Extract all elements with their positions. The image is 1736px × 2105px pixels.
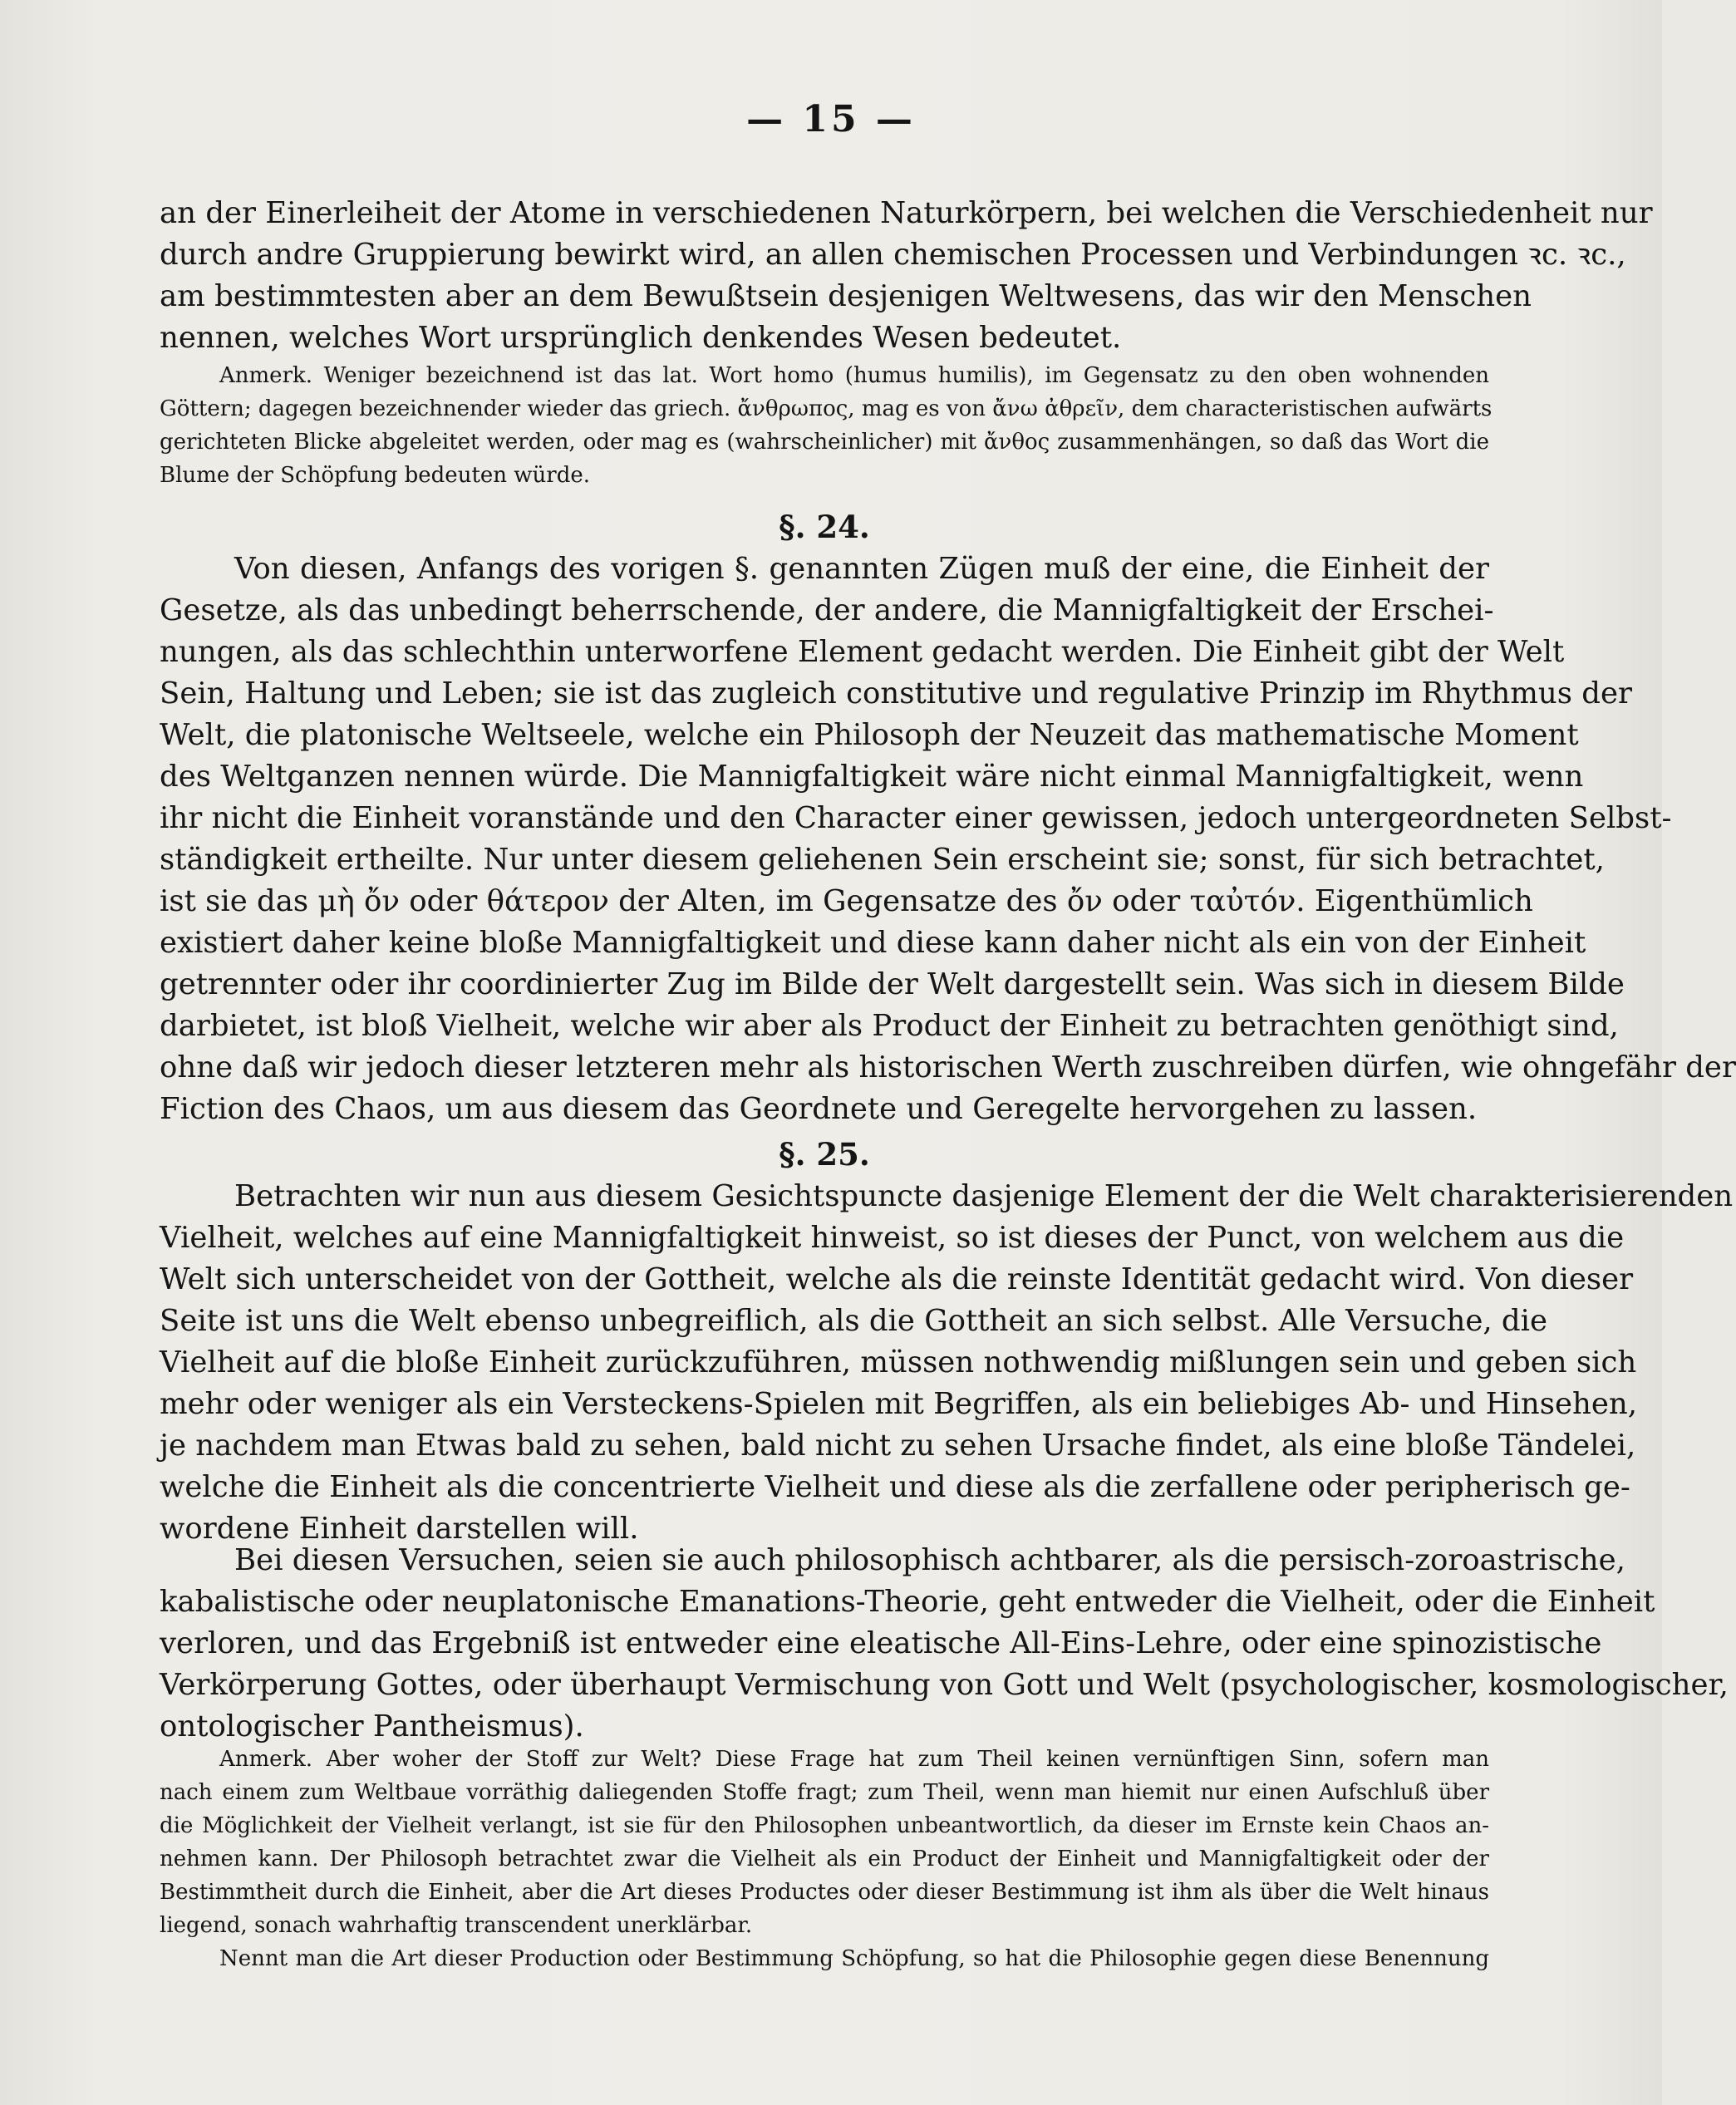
text-line: Welt sich unterscheidet von der Gottheit, welche als die reinste Identität gedacht wird. Von dieser: [160, 1262, 1634, 1296]
page-number: — 15 —: [746, 98, 916, 140]
text-line: getrennter oder ihr coordinierter Zug im Bilde der Welt dargestellt sein. Was sich in diesem Bilde: [160, 967, 1625, 1001]
text-line: Betrachten wir nun aus diesem Gesichtspuncte dasjenige Element der die Welt charakterisierenden: [234, 1179, 1734, 1213]
text-line: Gesetze, als das unbedingt beherrschende, der andere, die Mannigfaltigkeit der Erschei-: [160, 593, 1494, 627]
note-line: Anmerk. Aber woher der Stoff zur Welt? Diese Frage hat zum Theil keinen vernünftigen Sinn, sofern man: [219, 1747, 1489, 1772]
text-line: Fiction des Chaos, um aus diesem das Geordnete und Geregelte hervorgehen zu lassen.: [160, 1092, 1478, 1126]
text-line: je nachdem man Etwas bald zu sehen, bald nicht zu sehen Ursache findet, als eine bloße Tändelei,: [160, 1429, 1636, 1463]
note-line: gerichteten Blicke abgeleitet werden, oder mag es (wahrscheinlicher) mit ἄνθος zusammenhängen, so daß das Wort die: [160, 430, 1489, 455]
text-line: Seite ist uns die Welt ebenso unbegreiflich, als die Gottheit an sich selbst. Alle Versuche, die: [160, 1304, 1548, 1338]
text-line: Vielheit, welches auf eine Mannigfaltigkeit hinweist, so ist dieses der Punct, von welchem aus die: [160, 1221, 1625, 1255]
footnote-anmerk-1: [160, 359, 1493, 492]
text-line: Vielheit auf die bloße Einheit zurückzuführen, müssen nothwendig mißlungen sein und geben sich: [160, 1345, 1637, 1380]
text-line: kabalistische oder neuplatonische Emanations-Theorie, geht entweder die Vielheit, oder die Einheit: [160, 1585, 1655, 1619]
paragraph-section-24: [160, 548, 1736, 1130]
paragraph-section-25a: [160, 1176, 1734, 1550]
note-line: Göttern; dagegen bezeichnender wieder das griech. ἄνθρωπος, mag es von ἄνω ἀθρεῖν, dem characteristischen aufwärts: [160, 396, 1493, 421]
text-line: Von diesen, Anfangs des vorigen §. genannten Zügen muß der eine, die Einheit der: [234, 552, 1489, 586]
text-line: ohne daß wir jedoch dieser letzteren mehr als historischen Werth zuschreiben dürfen, wie ohngefähr der: [160, 1050, 1736, 1084]
text-line: wordene Einheit darstellen will.: [160, 1512, 639, 1546]
text-line: nungen, als das schlechthin unterworfene Element gedacht werden. Die Einheit gibt der Welt: [160, 635, 1565, 669]
note-line: Nennt man die Art dieser Production oder Bestimmung Schöpfung, so hat die Philosophie gegen diese Benennung: [219, 1946, 1489, 1971]
text-line: darbietet, ist bloß Vielheit, welche wir aber als Product der Einheit zu betrachten genöthigt sind,: [160, 1009, 1619, 1043]
text-line: am bestimmtesten aber an dem Bewußtsein desjenigen Weltwesens, das wir den Menschen: [160, 279, 1532, 313]
text-line: ontologischer Pantheismus).: [160, 1709, 584, 1744]
paragraph-continuation: [160, 193, 1653, 359]
text-line: Verkörperung Gottes, oder überhaupt Vermischung von Gott und Welt (psychologischer, kosmologischer,: [160, 1668, 1729, 1702]
text-line: des Weltganzen nennen würde. Die Mannigfaltigkeit wäre nicht einmal Mannigfaltigkeit, wenn: [160, 760, 1584, 794]
note-line: Bestimmtheit durch die Einheit, aber die Art dieses Productes oder dieser Bestimmung ist ihm als über die Welt hinaus: [160, 1880, 1489, 1905]
section-heading-24: §. 24.: [779, 509, 870, 545]
paragraph-section-25b: [160, 1540, 1729, 1748]
text-line: ist sie das μὴ ὄν oder θάτερον der Alten, im Gegensatze des ὄν oder ταὐτόν. Eigenthümlich: [160, 884, 1533, 918]
text-line: ständigkeit ertheilte. Nur unter diesem geliehenen Sein erscheint sie; sonst, für sich betrachtet,: [160, 843, 1605, 877]
text-line: ihr nicht die Einheit voranstände und den Character einer gewissen, jedoch untergeordneten Selbst-: [160, 801, 1672, 835]
note-line: die Möglichkeit der Vielheit verlangt, ist sie für den Philosophen unbeantwortlich, da dieser im Ernste kein Chaos an-: [160, 1813, 1489, 1838]
text-line: mehr oder weniger als ein Versteckens-Spielen mit Begriffen, als ein beliebiges Ab- und Hinsehen,: [160, 1387, 1637, 1421]
text-line: Sein, Haltung und Leben; sie ist das zugleich constitutive und regulative Prinzip im Rhythmus der: [160, 676, 1632, 711]
note-line: nehmen kann. Der Philosoph betrachtet zwar die Vielheit als ein Product der Einheit und Mannigfaltigkeit oder der: [160, 1847, 1489, 1871]
section-heading-25: §. 25.: [779, 1136, 870, 1173]
text-line: existiert daher keine bloße Mannigfaltigkeit und diese kann daher nicht als ein von der Einheit: [160, 926, 1586, 960]
note-line: liegend, sonach wahrhaftig transcendent unerklärbar.: [160, 1913, 753, 1938]
text-line: durch andre Gruppierung bewirkt wird, an allen chemischen Processen und Verbindungen ꝛc. ꝛc.,: [160, 238, 1626, 272]
text-line: Welt, die platonische Weltseele, welche ein Philosoph der Neuzeit das mathematische Moment: [160, 718, 1579, 752]
text-line: Bei diesen Versuchen, seien sie auch philosophisch achtbarer, als die persisch-zoroastrische,: [234, 1543, 1625, 1577]
text-line: welche die Einheit als die concentrierte Vielheit und diese als die zerfallene oder peripherisch ge-: [160, 1470, 1630, 1504]
note-line: Anmerk. Weniger bezeichnend ist das lat. Wort homo (humus humilis), im Gegensatz zu den oben wohnenden: [219, 363, 1489, 388]
text-line: nennen, welches Wort ursprünglich denkendes Wesen bedeutet.: [160, 321, 1122, 355]
text-line: an der Einerleiheit der Atome in verschiedenen Naturkörpern, bei welchen die Verschiedenheit nur: [160, 196, 1653, 230]
footnote-anmerk-2: [160, 1743, 1489, 1975]
note-line: Blume der Schöpfung bedeuten würde.: [160, 463, 591, 488]
text-line: verloren, und das Ergebniß ist entweder eine eleatische All-Eins-Lehre, oder eine spinozistische: [160, 1626, 1602, 1660]
note-line: nach einem zum Weltbaue vorräthig daliegenden Stoffe fragt; zum Theil, wenn man hiemit nur einen Aufschluß über: [160, 1780, 1489, 1805]
